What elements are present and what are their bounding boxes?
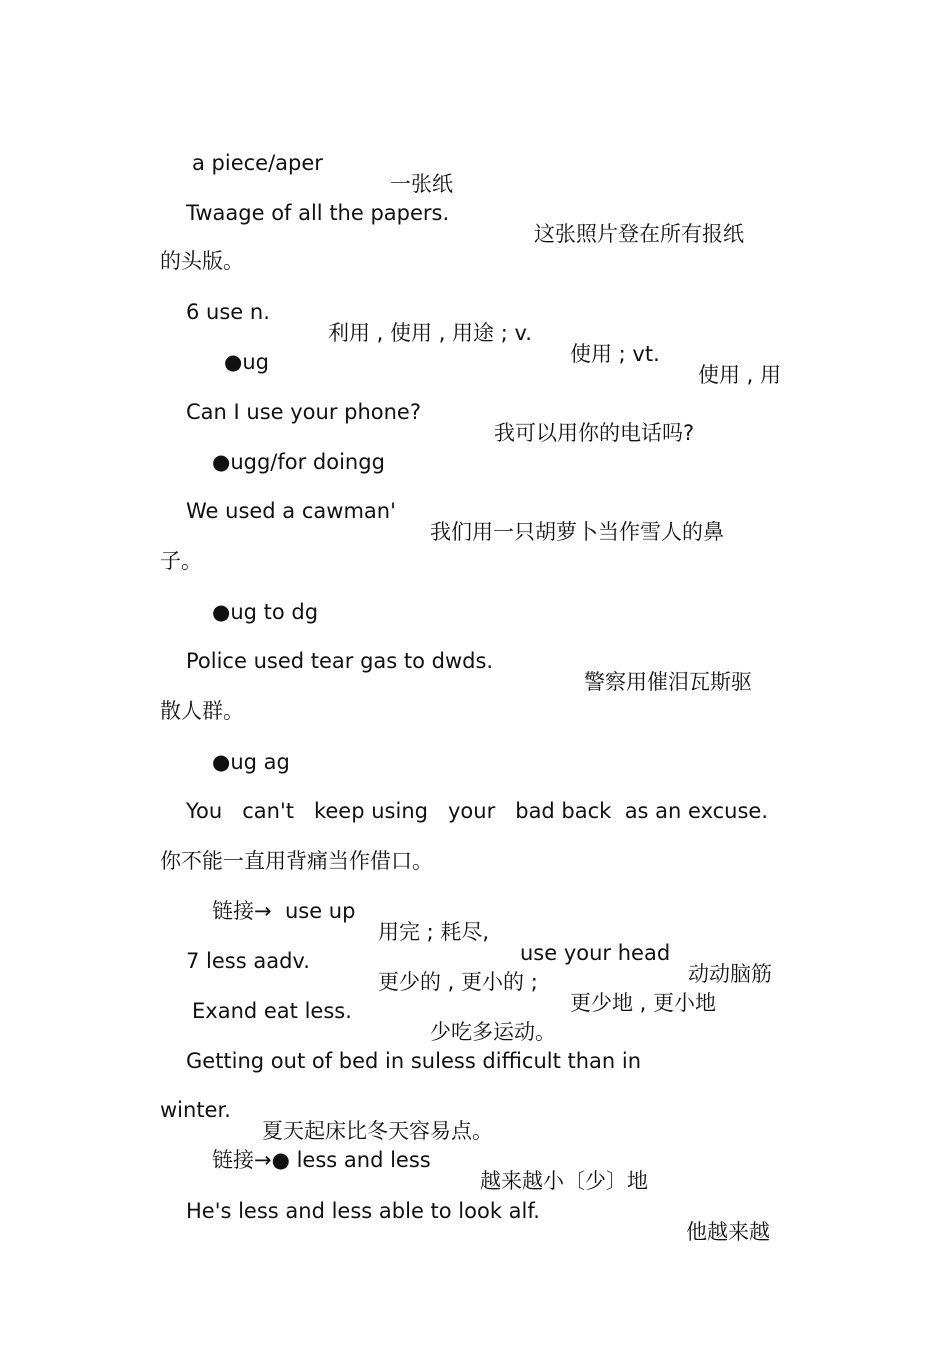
chinese-translation: 的头版。 (160, 249, 244, 273)
text-line-12 (0, 680, 244, 723)
chinese-translation: 越来越小〔少〕地 (480, 1169, 648, 1193)
definition-verb: 使用 ; vt. (570, 342, 660, 366)
chinese-translation: 我们用一只胡萝卜当作雪人的鼻 (430, 520, 724, 544)
chinese-translation: 夏天起床比冬天容易点。 (262, 1119, 493, 1143)
chinese-translation: 他越来越 (686, 1220, 770, 1244)
text-line-15 (0, 830, 433, 873)
text-line-7 (0, 431, 385, 474)
vocab-heading: 7 less aadv. (186, 949, 310, 973)
usage-pattern: ●ug (224, 350, 269, 374)
chinese-translation: 用完 ; 耗尽, (378, 920, 490, 944)
chinese-translation: 这张照片登在所有报纸 (534, 222, 744, 246)
chinese-translation: 你不能一直用背痛当作借口。 (160, 849, 433, 873)
text-line-9 (0, 530, 202, 573)
chinese-translation: 少吃多运动。 (430, 1020, 556, 1044)
example-sentence: He's less and less able to look alf. (186, 1199, 540, 1223)
example-sentence: Police used tear gas to dwds. (186, 649, 494, 673)
chinese-translation: 我可以用你的电话吗? (494, 421, 695, 445)
text-line-10 (0, 581, 319, 624)
example-sentence: Can I use your phone? (186, 400, 421, 424)
definition-vt: 使用 , 用 (698, 363, 782, 387)
usage-pattern: ●ug ag (212, 750, 290, 774)
example-sentence: Exand eat less. (192, 999, 352, 1023)
english-phrase: a piece/aper (192, 151, 323, 175)
example-sentence: Twaage of all the papers. (186, 201, 450, 225)
text-line-3 (0, 230, 244, 273)
example-sentence: Getting out of bed in suless difficult than in (186, 1049, 642, 1073)
chinese-translation: 动动脑筋 (688, 962, 772, 986)
link-phrase: 链接→ use up (212, 899, 356, 923)
example-sentence: You can't keep using your bad back as an excuse. (186, 799, 769, 823)
link-phrase: 链接→● less and less (212, 1148, 431, 1172)
chinese-translation: 散人群。 (160, 699, 244, 723)
usage-pattern: ●ugg/for doingg (212, 450, 385, 474)
vocab-heading: 6 use n. (186, 300, 270, 324)
definition-noun: 利用 , 使用 , 用途 ; v. (328, 321, 532, 345)
chinese-translation: 一张纸 (390, 172, 453, 196)
chinese-translation: 警察用催泪瓦斯驱 (584, 670, 752, 694)
text-line-5 (0, 331, 269, 374)
definition-adj: 更少的 , 更小的 ; (378, 970, 538, 994)
text-line-13 (0, 731, 290, 774)
definition-adv: 更少地 , 更小地 (570, 991, 717, 1015)
usage-pattern: ●ug to dg (212, 600, 319, 624)
example-sentence: winter. (160, 1098, 231, 1122)
text-line-14 (0, 780, 769, 823)
example-sentence: We used a cawman' (186, 499, 396, 523)
link-phrase: use your head (520, 941, 671, 965)
chinese-translation: 子。 (160, 549, 202, 573)
